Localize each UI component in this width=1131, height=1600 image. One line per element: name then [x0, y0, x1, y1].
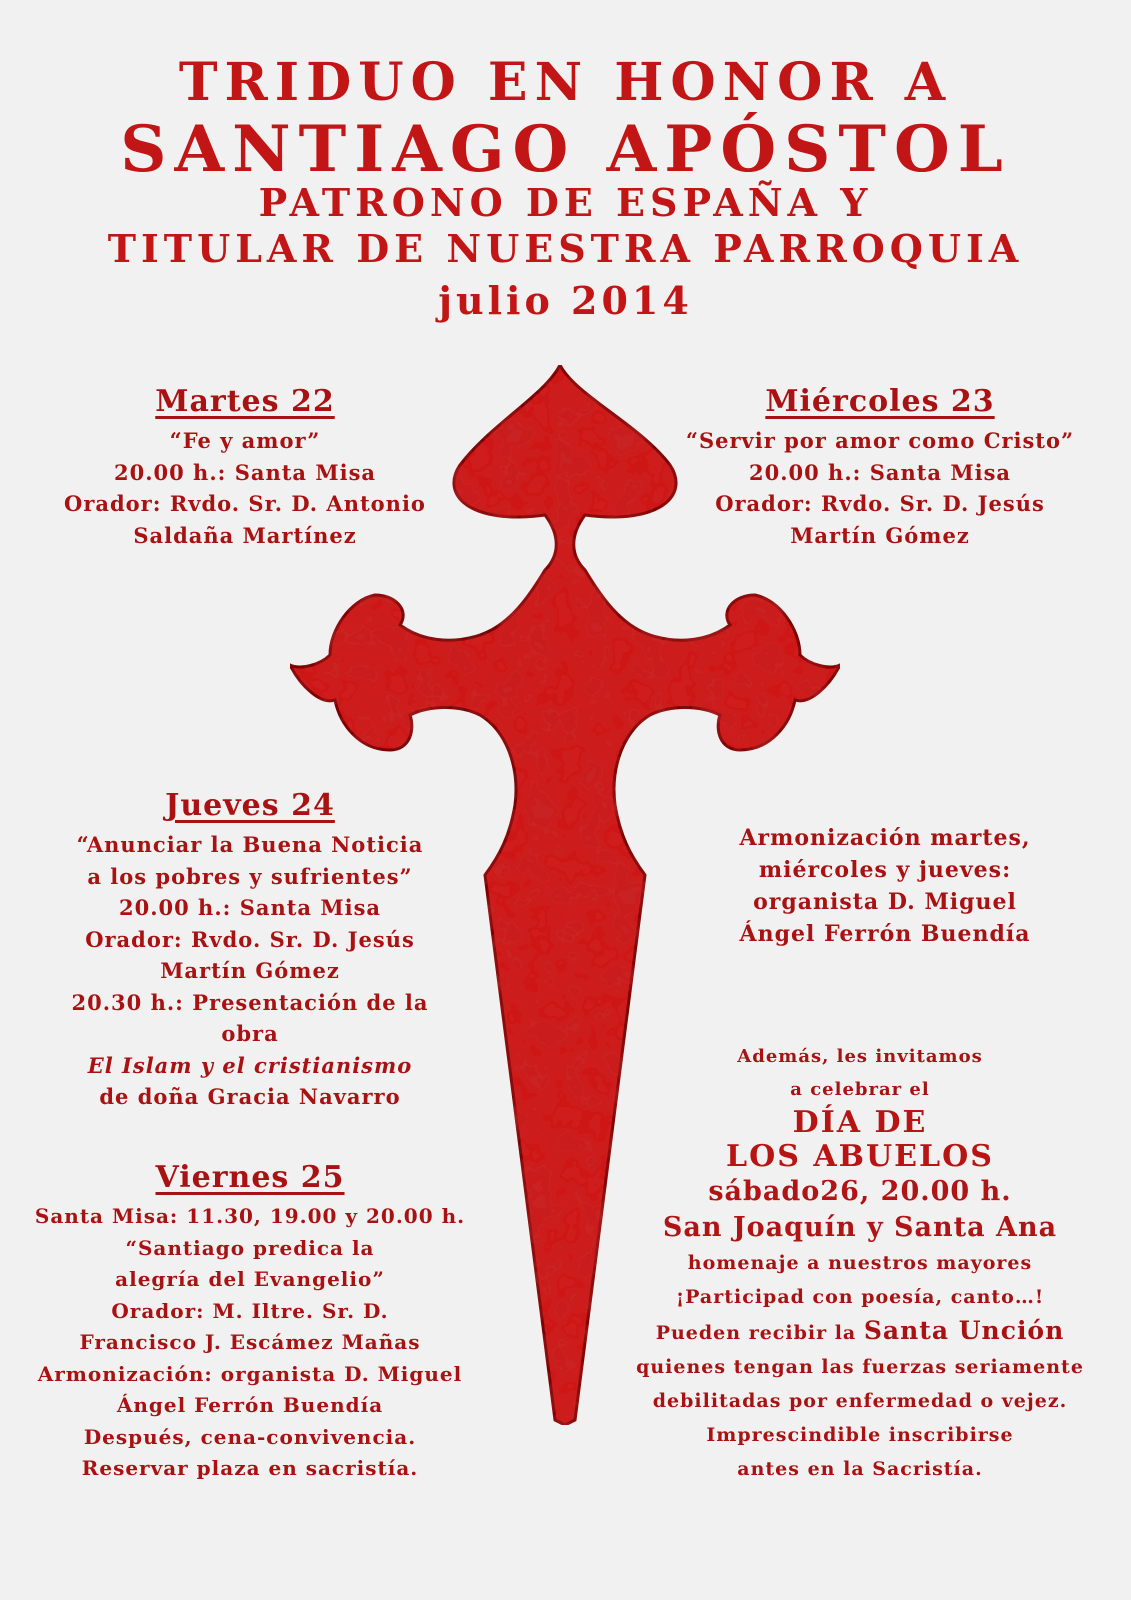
- jueves-line: 20.00 h.: Santa Misa: [118, 895, 382, 920]
- title-line-3: PATRONO DE ESPAÑA Y: [258, 180, 873, 225]
- abuelos-intro: Además, les invitamos: [737, 1046, 983, 1067]
- abuelos-saints: San Joaquín y Santa Ana: [662, 1212, 1058, 1243]
- martes-line: Orador: Rvdo. Sr. D. Antonio: [64, 491, 426, 516]
- miercoles-line: Martín Gómez: [790, 522, 970, 548]
- uncion-pre: Pueden recibir la: [655, 1322, 864, 1344]
- jueves-line: “Anunciar la Buena Noticia: [76, 832, 424, 857]
- viernes-line: Francisco J. Escámez Mañas: [79, 1330, 421, 1354]
- abuelos-date: sábado26, 20.00 h.: [708, 1176, 1012, 1207]
- jueves-line: de doña Gracia Navarro: [99, 1084, 401, 1109]
- miercoles-day: Miércoles 23: [765, 384, 995, 419]
- viernes-line: Ángel Ferrón Buendía: [116, 1393, 384, 1417]
- viernes-line: Orador: M. Iltre. Sr. D.: [111, 1298, 389, 1323]
- jueves-line: a los pobres y sufrientes”: [87, 863, 413, 889]
- martes-line: Saldaña Martínez: [133, 522, 357, 548]
- armonizacion-line: Ángel Ferrón Buendía: [739, 921, 1031, 947]
- armonizacion-note: [690, 822, 1080, 950]
- miercoles-line: Orador: Rvdo. Sr. D. Jesús: [715, 491, 1045, 516]
- jueves-line: Martín Gómez: [160, 958, 340, 983]
- viernes-line: “Santiago predica la: [125, 1235, 375, 1260]
- viernes-section: [20, 1160, 480, 1485]
- abuelos-title: DÍA DE: [792, 1105, 928, 1140]
- uncion-line: [600, 1314, 1120, 1350]
- jueves-line: 20.30 h.: Presentación de la obra: [71, 989, 429, 1046]
- armonizacion-line: Armonización martes,: [739, 825, 1031, 851]
- abuelos-title: LOS ABUELOS: [726, 1139, 994, 1174]
- armonizacion-line: miércoles y jueves:: [758, 857, 1012, 883]
- jueves-day: Jueves 24: [165, 788, 335, 823]
- miercoles-line: 20.00 h.: Santa Misa: [748, 459, 1012, 485]
- abuelos-line: homenaje a nuestros mayores: [687, 1252, 1033, 1274]
- viernes-line: Armonización: organista D. Miguel: [37, 1361, 463, 1386]
- abuelos-line: Imprescindible inscribirse: [706, 1424, 1014, 1446]
- miercoles-line: “Servir por amor como Cristo”: [685, 428, 1075, 453]
- jueves-section: [40, 788, 460, 1113]
- martes-line: 20.00 h.: Santa Misa: [113, 459, 377, 485]
- abuelos-line: ¡Participad con poesía, canto…!: [675, 1286, 1045, 1308]
- martes-section: [40, 384, 450, 551]
- santa-uncion: Santa Unción: [863, 1316, 1065, 1345]
- viernes-line: Santa Misa: 11.30, 19.00 y 20.00 h.: [34, 1204, 466, 1228]
- viernes-line: Después, cena-convivencia.: [83, 1424, 417, 1449]
- viernes-line: alegría del Evangelio”: [115, 1267, 385, 1291]
- title-line-2: SANTIAGO APÓSTOL: [120, 112, 1011, 187]
- miercoles-section: [670, 384, 1090, 551]
- title-date: julio 2014: [438, 278, 693, 323]
- abuelos-intro: a celebrar el: [790, 1079, 930, 1100]
- abuelos-line: antes en la Sacristía.: [737, 1458, 983, 1480]
- martes-line: “Fe y amor”: [169, 428, 321, 453]
- abuelos-line: quienes tengan las fuerzas seriamente: [636, 1356, 1084, 1378]
- jueves-line: Orador: Rvdo. Sr. D. Jesús: [85, 926, 415, 952]
- jueves-book-title: El Islam y el cristianismo: [87, 1052, 413, 1078]
- title-line-4: TITULAR DE NUESTRA PARROQUIA: [107, 226, 1024, 271]
- viernes-line: Reservar plaza en sacristía.: [81, 1456, 419, 1480]
- dia-abuelos-section: [600, 1040, 1120, 1486]
- martes-day: Martes 22: [155, 384, 335, 419]
- viernes-day: Viernes 25: [155, 1160, 345, 1195]
- abuelos-line: debilitadas por enfermedad o vejez.: [652, 1390, 1068, 1412]
- title-line-1: TRIDUO EN HONOR A: [178, 52, 953, 113]
- armonizacion-line: organista D. Miguel: [753, 889, 1017, 915]
